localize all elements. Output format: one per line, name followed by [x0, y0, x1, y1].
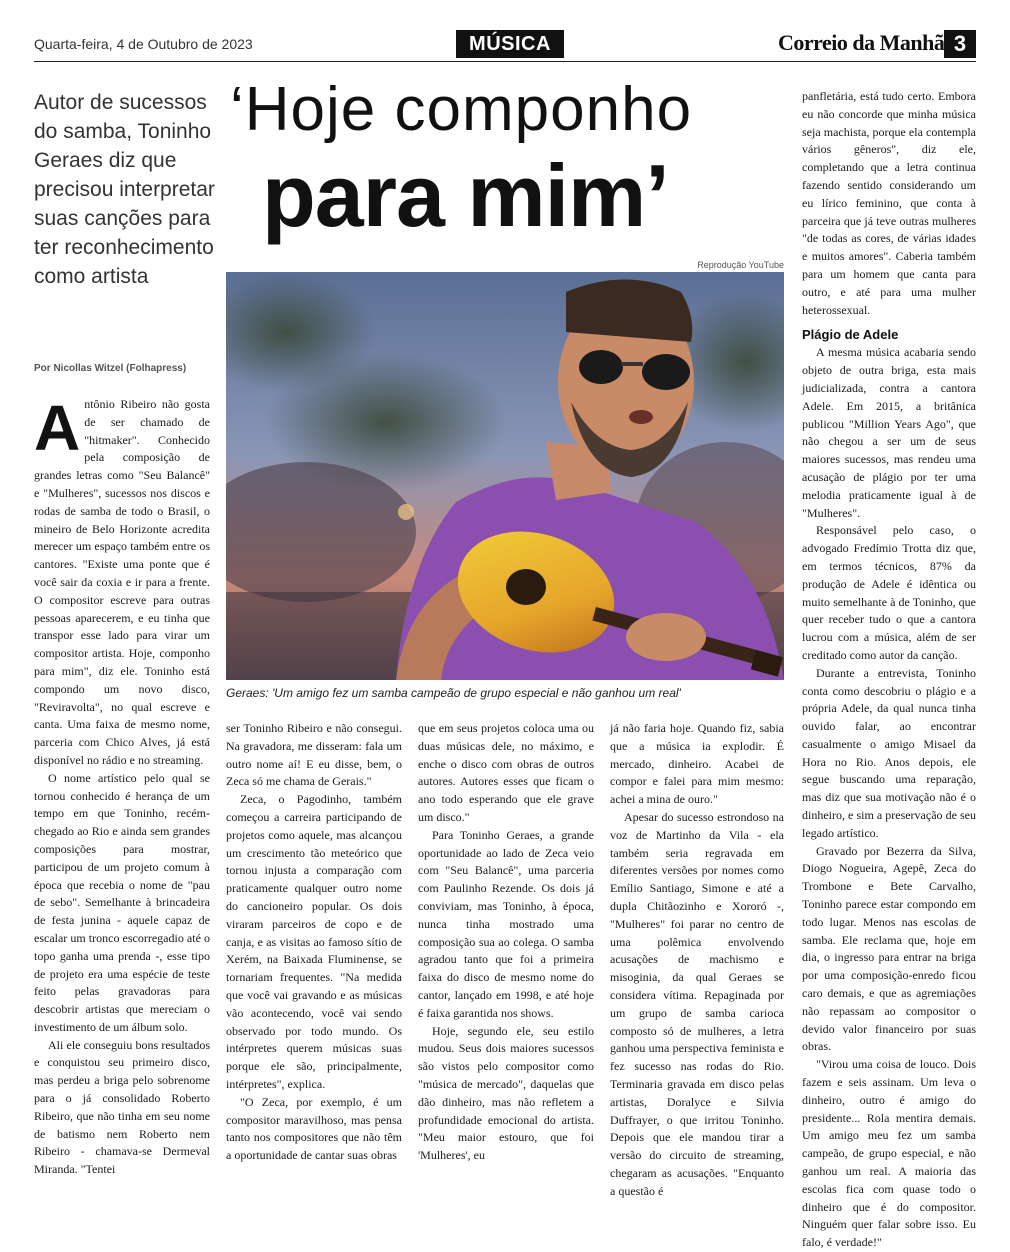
article-column-4 — [610, 720, 784, 1201]
paragraph: Para Toninho Geraes, a grande oportunidade ao lado de Zeca veio com "Seu Balancê", uma parceria com Paulinho Rezende. Os dois já conviviam, mas Toninho, à época, nunca tinha mostrado uma composição sua ao colega. O samba agradou tanto que foi a primeira faixa do disco de mesmo nome do cantor, lançado em 1998, e até hoje é faixa garantida nos shows. — [418, 827, 594, 1020]
paragraph: "O Zeca, por exemplo, é um compositor maravilhoso, mas pensa tanto nos compositores que não têm a oportunidade de cantar suas obras — [226, 1094, 402, 1163]
paragraph: "Virou uma coisa de louco. Dois fazem e seis assinam. Um leva o dinheiro, outro é amigo do presidente... Rola mentira demais. Um amigo meu fez um samba campeão, de grupo especial, e não ganhou um real. A maioria das escolas fica com quase todo o dinheiro que é do compositor. Ninguém quer falar sobre isso. Eu falo, é verdade!" — [802, 1057, 976, 1250]
edition-date: Quarta-feira, 4 de Outubro de 2023 — [34, 36, 253, 52]
section-label: MÚSICA — [456, 30, 564, 58]
paragraph: Gravado por Bezerra da Silva, Diogo Nogueira, Agepê, Zeca do Trombone e Bete Carvalho, Toninho parece estar compondo em todo lugar. Menos nas escolas de samba. Ele reclama que, hoje em dia, o ingresso para entrar na briga por uma composição-enredo ficou caro demais, e que as agremiações não repassam ao compositor o devido valor financeiro por suas obras. — [802, 843, 976, 1054]
photo-credit: Reprodução YouTube — [697, 260, 784, 270]
paragraph: ser Toninho Ribeiro e não consegui. Na gravadora, me disseram: fala um outro nome aí! E eu disse, bem, o Zeca só me chama de Gerais." — [226, 721, 402, 789]
article-column-3 — [418, 720, 594, 1165]
paragraph: Ali ele conseguiu bons resultados e conquistou seu primeiro disco, mas perdeu a briga pelo sobrenome para o já consolidado Roberto Ribeiro, que não tinha em seu nome de batismo nem Roberto nem Ribeiro - chamava-se Dermeval Miranda. "Tentei — [34, 1037, 210, 1177]
paragraph: A mesma música acabaria sendo objeto de outra briga, esta mais judicializada, contra a cantora Adele. Em 2015, a britânica publicou "Million Years Ago", que não chegou a ser um de seus maiores sucessos, mas rendeu uma acusação de plágio por ter uma melodia praticamente igual à de "Mulheres". — [802, 345, 976, 520]
byline: Por Nicollas Witzel (Folhapress) — [34, 363, 187, 374]
paragraph: ntônio Ribeiro não gosta de ser chamado de "hitmaker". Conhecido pela composição de grandes letras como "Seu Balancê" e "Mulheres", sucessos nos discos e rodas de samba de todo o Brasil, o mineiro de Belo Horizonte acredita merecer um espaço também entre os cantores. "Existe uma ponte que é você sair da coxia e ir para a frente. O compositor escreve para outras pessoas aparecerem, e eu tinha que transpor esse lado para virar um compositor artista. Hoje, componho para mim", diz ele. Toninho está compondo um novo disco, "Reviravolta", no qual escreve e canta. Uma faixa de mesmo nome, parceria com Chico Alves, já está disponível no rádio e no streaming. — [34, 397, 210, 767]
paragraph: já não faria hoje. Quando fiz, sabia que a música ia explodir. É mercado, dinheiro. Acabei de compor e falei para mim mesmo: achei a mina de ouro." — [610, 721, 784, 807]
paragraph: que em seus projetos coloca uma ou duas músicas dele, no máximo, e enche o disco com obras de outros autores. Autores esses que ficam o ano todo esperando que ele grave um disco." — [418, 721, 594, 824]
article-column-5 — [802, 88, 976, 1252]
article-column-2 — [226, 720, 402, 1165]
paragraph: panfletária, está tudo certo. Embora eu não concorde que minha música seja machista, porque ela contempla vários gêneros", diz ele, completando que a letra continua fazendo sentido considerando um eu lírico feminino, que conta à parceira que já teve outras mulheres "de todas as cores, de várias idades e muitos amores". Caberia também para um homem que canta para outro, e até para uma mulher heterossexual. — [802, 89, 976, 317]
article-deck: Autor de sucessos do samba, Toninho Geraes diz que precisou interpretar suas canções para ter reconhecimento como artista — [34, 91, 215, 288]
article-column-1 — [34, 392, 210, 1179]
headline-line-2: para mim’ — [262, 146, 669, 245]
paragraph: Apesar do sucesso estrondoso na voz de Martinho da Vila - ela também seria regravada em diferentes versões por nomes como Emílio Santiago, Simone e até a dupla Chitãozinho e Xororó -, "Mulheres" foi parar no centro de uma polêmica envolvendo acusações de machismo e misoginia, da qual Geraes se considera vítima. Repaginada por um grupo de samba carioca composto só de mulheres, a letra ganhou uma perspectiva feminista e fez sucesso nas rodas do Rio. Terminaria gravada em disco pelas artistas, Doralyce e Silvia Duffrayer, o que irritou Toninho. Depois que ele mandou tirar a versão do circuito de streaming, chegaram as acusações. "Enquanto a questão é — [610, 809, 784, 1198]
headline-line-1: ‘Hoje componho — [230, 75, 693, 144]
musician-photo-illustration — [226, 272, 784, 680]
drop-cap: A — [34, 392, 81, 464]
header-rule — [34, 61, 976, 62]
paragraph: Zeca, o Pagodinho, também começou a carreira participando de projetos como aquele, mas alcançou um crescimento tão meteórico que tornou injusta a comparação com praticamente qualquer outro nome do cancioneiro popular. Os dois viraram parceiros de copo e de canja, e as visitas ao famoso sítio de Xerém, na Baixada Fluminense, se tornariam frequentes. "Na medida que você vai gravando e as músicas vão acontecendo, você vai sendo observado por todo mundo. Os intérpretes querem músicas suas porque ele são, principalmente, intérpretes", explica. — [226, 792, 402, 1091]
subhead: Plágio de Adele — [802, 327, 899, 343]
photo-caption: Geraes: 'Um amigo fez um samba campeão de grupo especial e não ganhou um real' — [226, 686, 681, 700]
paragraph: O nome artístico pelo qual se tornou conhecido é herança de um tempo em que Toninho, recém-chegado ao Rio e ainda sem grandes composições para mostrar, participou de um projeto comum à época que recebia o nome de "pau de sebo". Semelhante à brincadeira de festa junina - aquele capaz de escalar um tronco escorregadio até o topo ganha uma prenda -, esse tipo de projeto era uma espécie de teste feito pelas gravadoras para descobrir artistas que mereciam o investimento de um álbum solo. — [34, 770, 210, 1034]
paragraph: Durante a entrevista, Toninho conta como descobriu o plágio e a própria Adele, da qual nunca tinha ouvido falar, ao encontrar casualmente o amigo Misael da Hora no Rio. Anos depois, ele segue buscando uma reparação, mas diz que sua motivação não é o dinheiro, e sim a preservação de seu legado artístico. — [802, 665, 976, 840]
article-photo — [226, 272, 784, 680]
page-number: 3 — [944, 30, 976, 58]
paragraph: Hoje, segundo ele, seu estilo mudou. Seus dois maiores sucessos são vistos pelo compositor como "música de mercado", daquelas que dão dinheiro, mas não refletem a profundidade emocional do artista. "Meu maior estouro, que foi 'Mulheres', eu — [418, 1023, 594, 1163]
paragraph: Responsável pelo caso, o advogado Fredímio Trotta diz que, em termos técnicos, 87% da produção de Adele é idêntica ou muito semelhante à de Toninho, que quer receber tudo o que a cantora lucrou com a música, além de ser creditado como autor da canção. — [802, 523, 976, 662]
newspaper-logo: Correio da Manhã — [778, 30, 945, 55]
